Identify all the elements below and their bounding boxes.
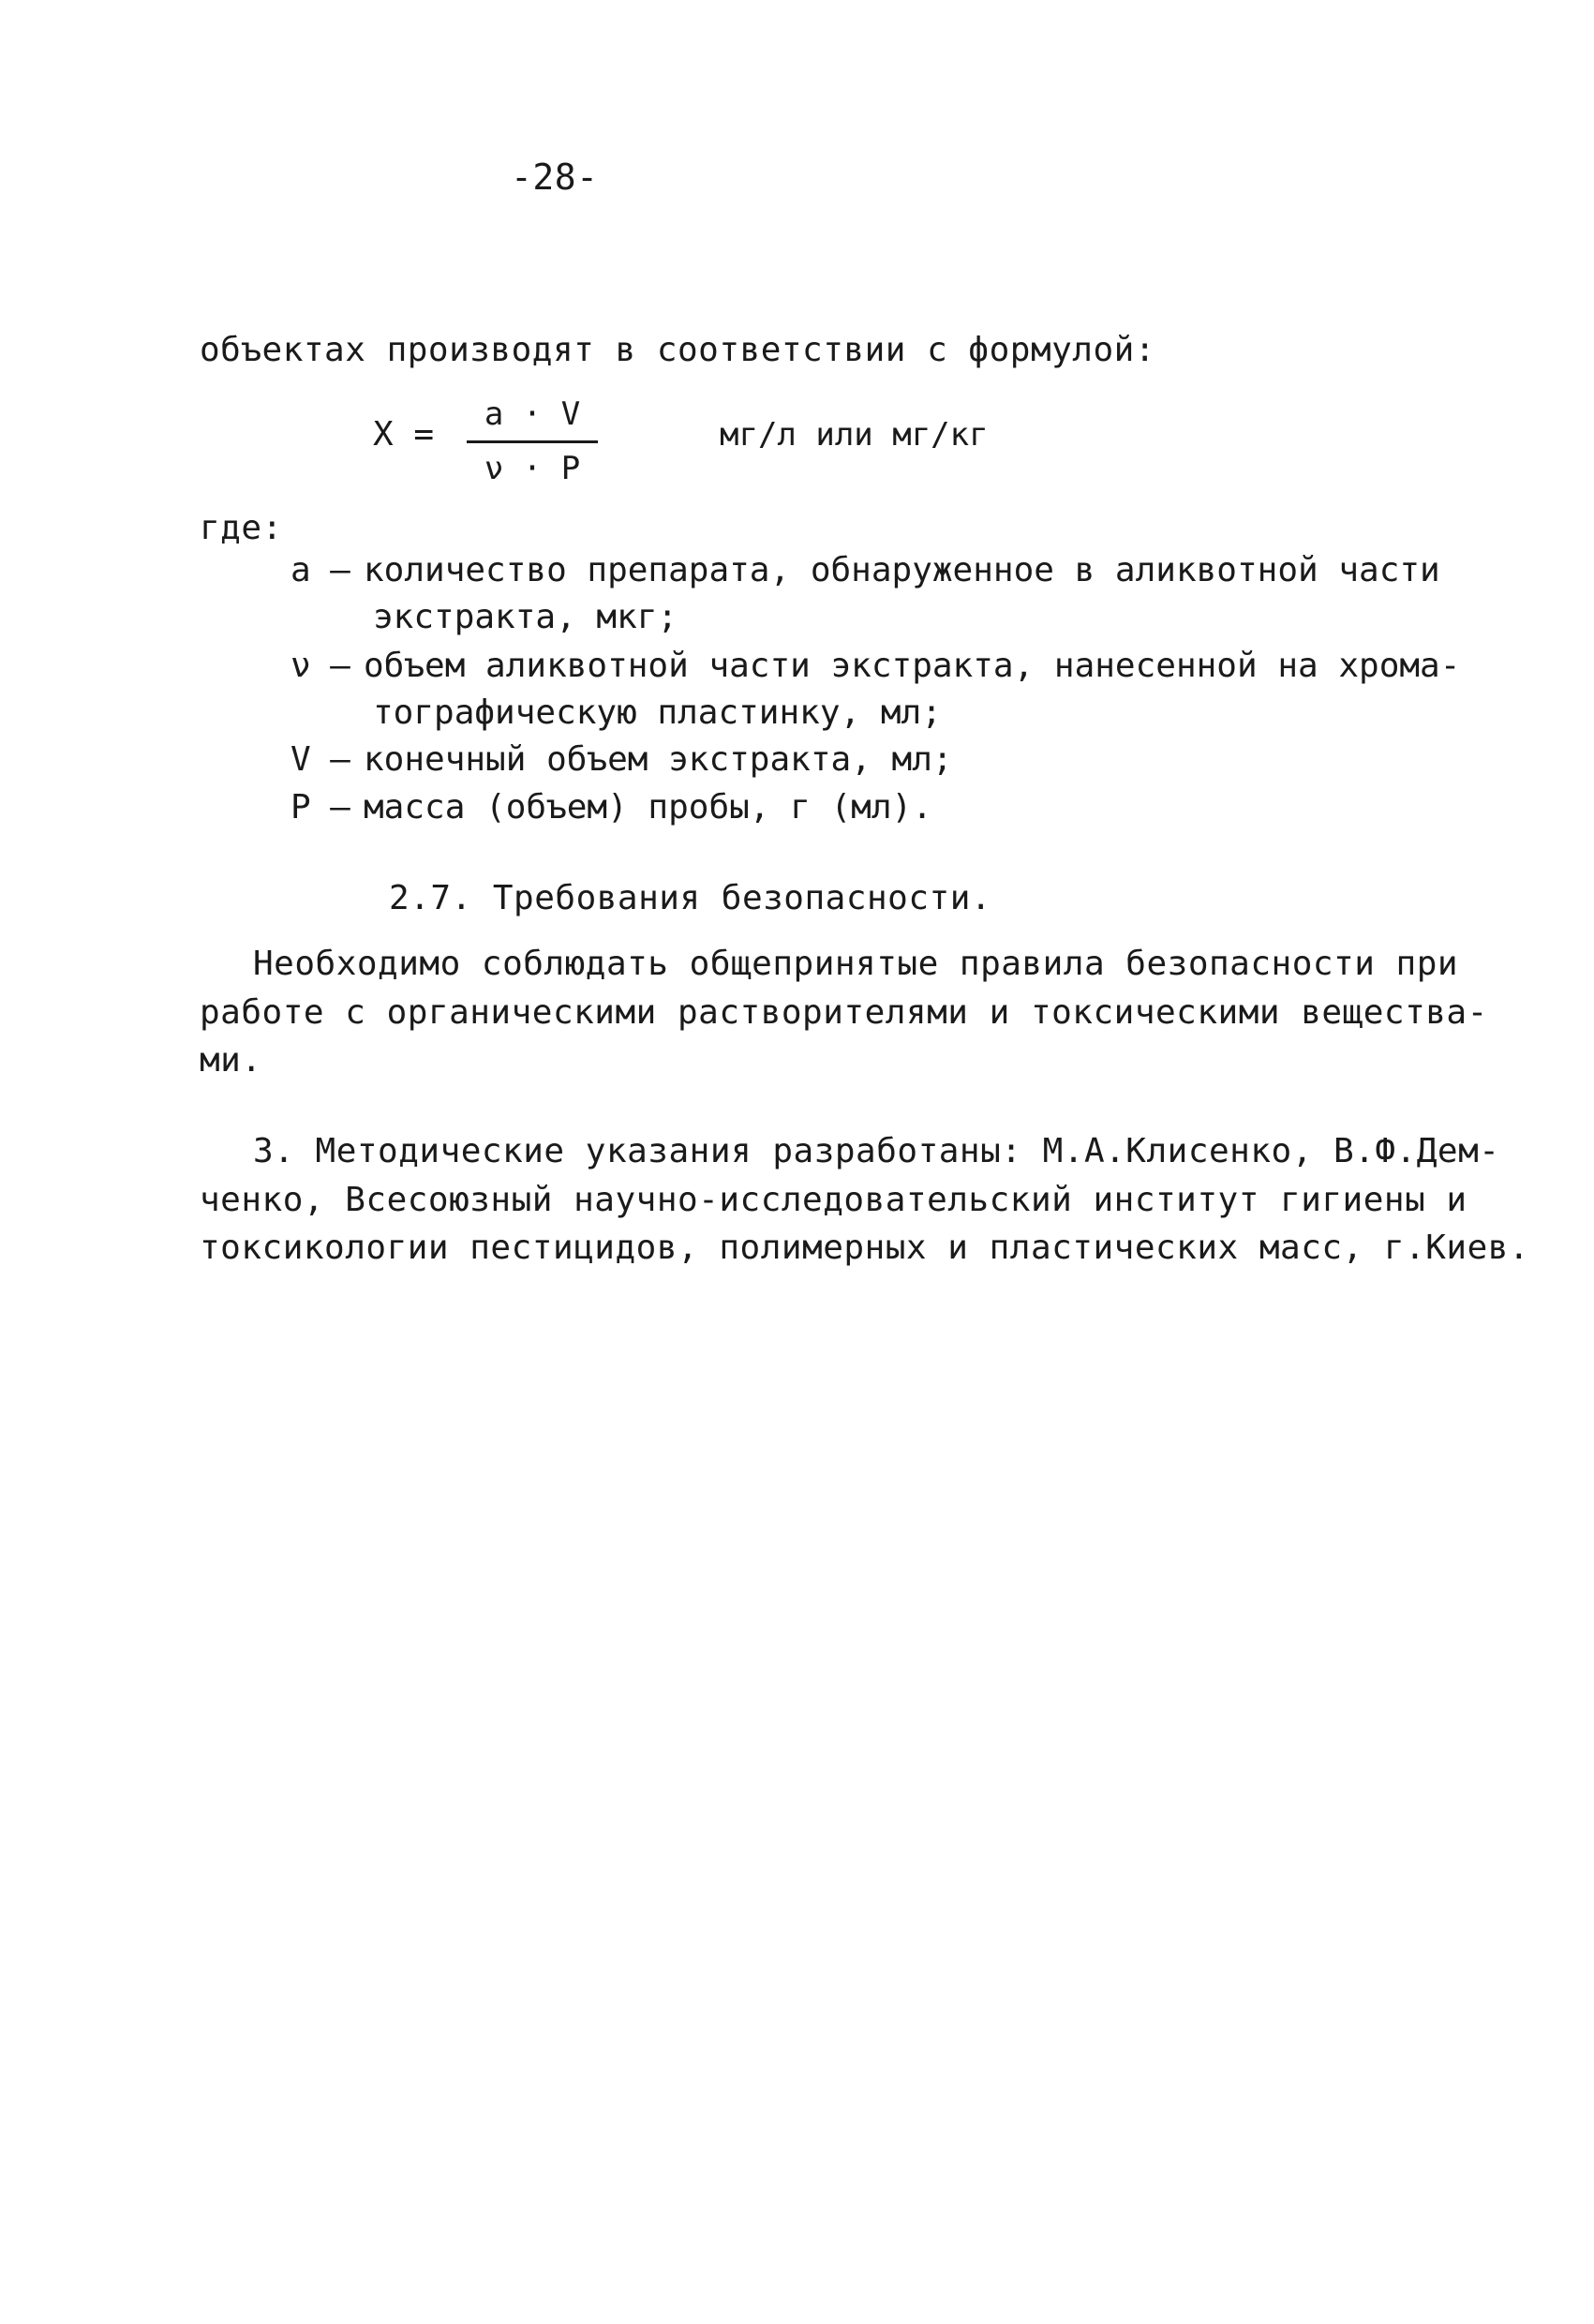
authors-paragraph-line: ченко, Всесоюзный научно-исследовательский институт гигиены и [200, 1181, 1467, 1219]
definition-row [290, 644, 1460, 689]
definition-row [290, 737, 953, 782]
safety-paragraph-line: ми. [200, 1041, 262, 1080]
formula-denominator: ν · P [484, 450, 581, 487]
section-heading: 2.7. Требования безопасности. [389, 879, 992, 917]
definition-symbol: V [290, 740, 311, 779]
where-label: где: [200, 509, 283, 547]
definition-dash: – [330, 788, 350, 827]
definition-text: объем аликвотной части экстракта, нанесенной на хрома- [364, 647, 1461, 685]
definition-row [290, 785, 932, 830]
formula-units: мг/л или мг/кг [720, 416, 989, 454]
formula-lhs: X = [373, 415, 435, 454]
definition-symbol: a [290, 551, 311, 589]
authors-paragraph-line: токсикологии пестицидов, полимерных и пластических масс, г.Киев. [200, 1229, 1530, 1267]
definition-text: количество препарата, обнаруженное в аликвотной части [364, 551, 1440, 589]
safety-paragraph-line: работе с органическими растворителями и токсическими вещества- [200, 993, 1488, 1032]
definition-dash: – [330, 551, 350, 589]
definition-row [290, 548, 1440, 593]
definition-dash: – [330, 647, 350, 685]
definition-continuation: тографическую пластинку, мл; [373, 693, 942, 732]
definition-symbol: ν [290, 647, 311, 685]
definition-continuation: экстракта, мкг; [373, 598, 678, 636]
fraction-bar [467, 440, 598, 443]
page-number: -28- [511, 156, 599, 198]
authors-paragraph-line: 3. Методические указания разработаны: М.А.Клисенко, В.Ф.Дем- [253, 1132, 1500, 1170]
formula-fraction [467, 394, 598, 497]
safety-paragraph-line: Необходимо соблюдать общепринятые правила безопасности при [253, 945, 1459, 983]
definition-dash: – [330, 740, 350, 779]
definition-symbol: P [290, 788, 311, 827]
definition-text: конечный объем экстракта, мл; [364, 740, 953, 779]
definition-text: масса (объем) пробы, г (мл). [364, 788, 932, 827]
intro-line: объектах производят в соответствии с формулой: [200, 331, 1155, 369]
formula-numerator: a · V [484, 395, 581, 433]
formula [373, 394, 1085, 506]
